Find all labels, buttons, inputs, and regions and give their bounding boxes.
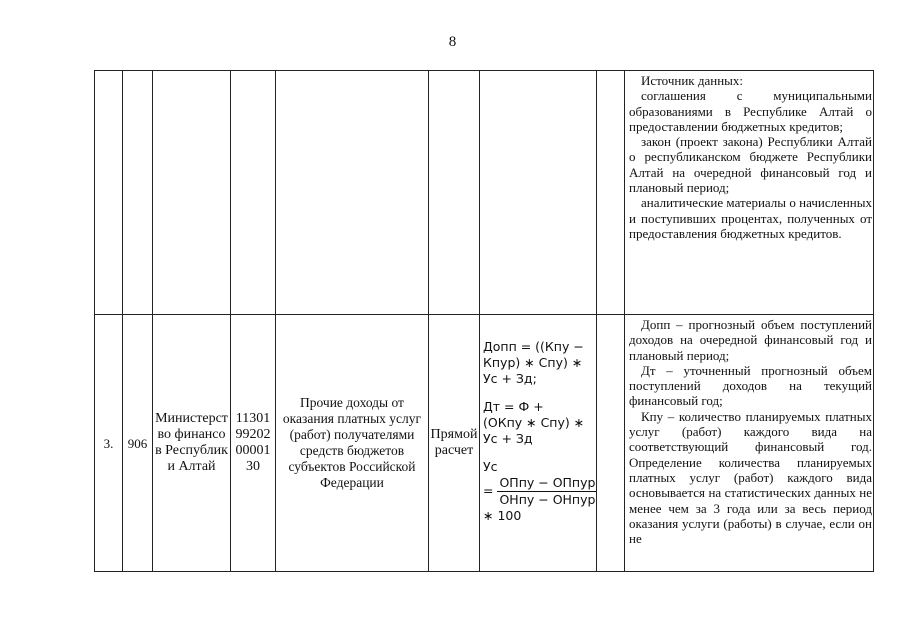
cell-description (625, 315, 875, 571)
formula-dt-line2: (ОКпу ∗ Спу) ∗ (483, 415, 585, 430)
formula-us-fraction (497, 475, 597, 508)
cell-administrator (153, 71, 231, 315)
cell-code (123, 71, 153, 315)
formula-us-equals: = (483, 483, 494, 498)
cell-number: 3. (95, 315, 123, 571)
table-row-continued (94, 70, 874, 315)
source-paragraph: аналитические материалы о начисленных и поступивших процентах, полученных от предоставления бюджетных кредитов. (629, 195, 872, 241)
formula-dt-line1: Дт = Ф + (483, 399, 544, 414)
cell-formula (480, 71, 597, 315)
source-paragraph: закон (проект закона) Республики Алтай о республиканском бюджете Республики Алтай на очередной финансовый год и плановый период; (629, 134, 872, 196)
formula-us-numerator: ОПпу − ОПпур (499, 475, 596, 490)
formula-dt-line3: Ус + Зд (483, 431, 533, 446)
cell-extra (597, 71, 625, 315)
cell-administrator: Министерство финансов Республики Алтай (153, 315, 231, 571)
cell-source-description (625, 71, 875, 315)
cell-kbk: 11301 99202 00001 30 (231, 315, 276, 571)
table-row (94, 314, 874, 572)
formula-us-denominator: ОНпу − ОНпур (499, 492, 596, 507)
cell-extra (597, 315, 625, 571)
cell-kbk (231, 71, 276, 315)
cell-revenue-name (276, 71, 429, 315)
cell-number (95, 71, 123, 315)
formula-us-fraction-line (483, 475, 594, 508)
cell-revenue-name: Прочие доходы от оказания платных услуг (работ) получателями средств бюджетов субъектов Российской Федерации (276, 315, 429, 571)
cell-code: 906 (123, 315, 153, 571)
source-paragraph: Источник данных: (641, 73, 743, 88)
formula-us-tail: ∗ 100 (483, 508, 522, 523)
description-paragraph: Допп – прогнозный объем поступлений доходов на очередной финансовый год и плановый период; (629, 317, 872, 363)
description-paragraph: Дт – уточненный прогнозный объем поступлений доходов на текущий финансовый год; (629, 362, 872, 409)
cell-method: Прямой расчет (429, 315, 480, 571)
formula-dopp-line2: Кпур) ∗ Спу) ∗ (483, 355, 583, 370)
description-paragraph: Кпу – количество планируемых платных услуг (работ) каждого вида на соответствующий финансовый год. Определение количества планируемых платных услуг (работ) каждого вида основывается на статистических данных не менее чем за 3 года или за весь период оказания услуги (работы) в случае, если он не (629, 408, 872, 547)
source-paragraph: соглашения с муниципальными образованиями в Республике Алтай о предоставлении бюджетных кредитов; (629, 88, 872, 134)
formula-us-label: Ус (483, 459, 498, 474)
cell-method (429, 71, 480, 315)
formula-dopp-line1: Допп = ((Кпу − (483, 339, 584, 354)
cell-formula (480, 315, 597, 571)
formula-dopp-line3: Ус + Зд; (483, 371, 537, 386)
page-number: 8 (448, 34, 457, 50)
